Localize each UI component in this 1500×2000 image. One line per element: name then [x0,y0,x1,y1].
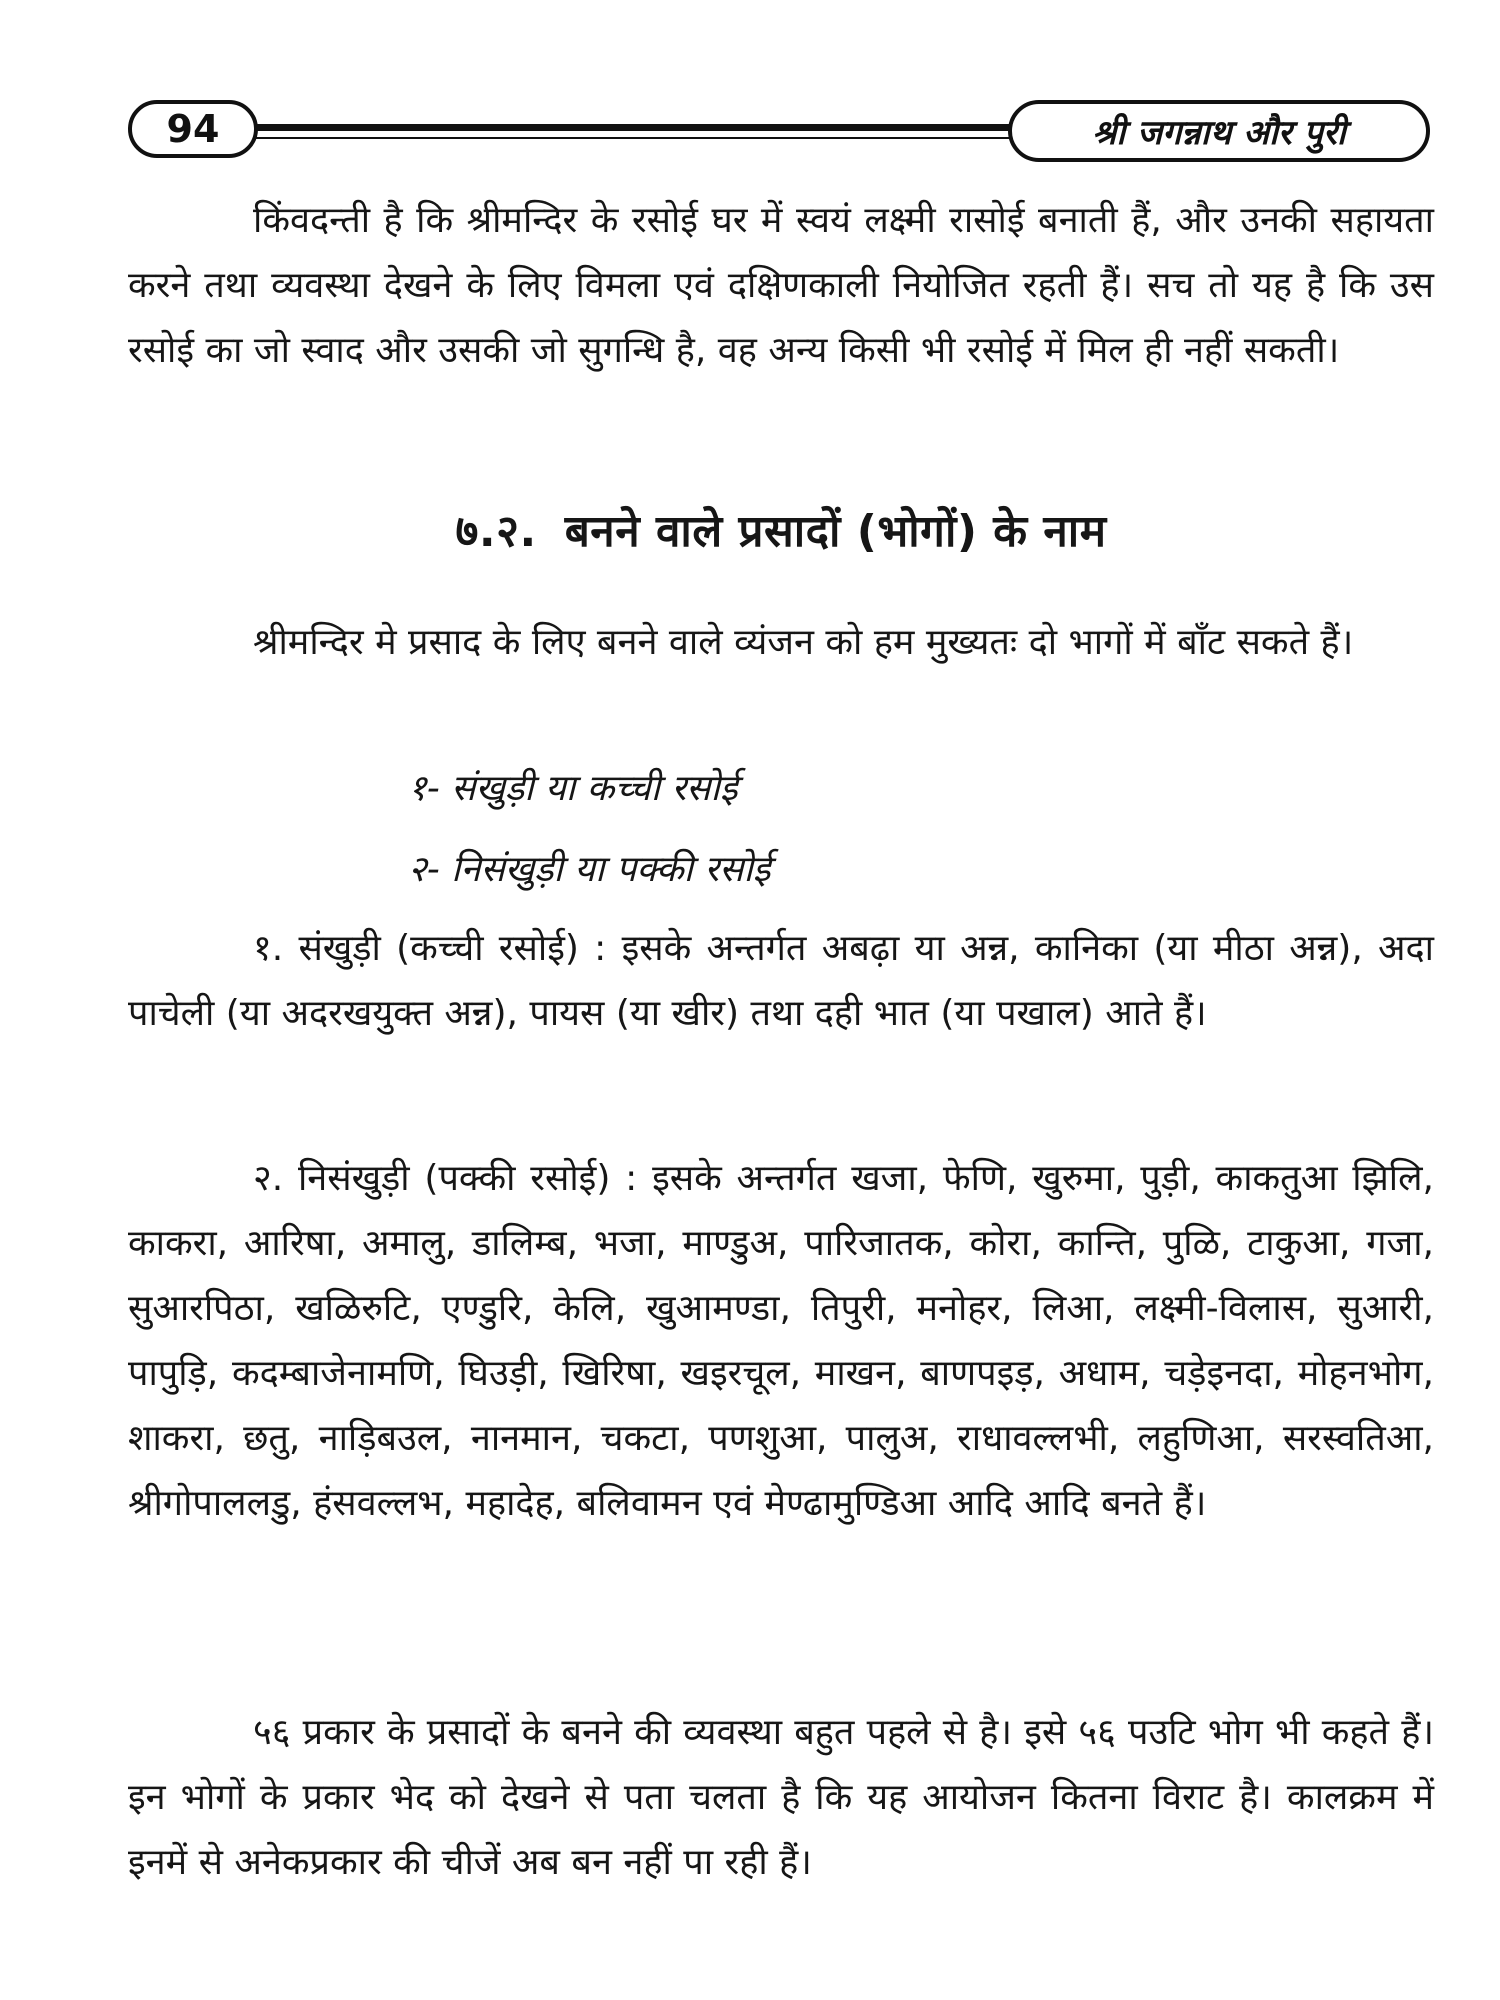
header-rule-thin [256,137,1012,139]
header-rule [256,124,1012,131]
paragraph-intro: किंवदन्ती है कि श्रीमन्दिर के रसोई घर में स्वयं लक्ष्मी रासोई बनाती हैं, और उनकी सहायता करने तथा व्यवस्था देखने के लिए विमला एवं दक्षिणकाली नियोजित रहती हैं। सच तो यह है कि उस रसोई का जो स्वाद और उसकी जो सुगन्धि है, वह अन्य किसी भी रसोई में मिल ही नहीं सकती। [128,200,1434,371]
section-title: बनने वाले प्रसादों (भोगों) के नाम [564,506,1107,557]
paragraph-sankhudi: १. संखुड़ी (कच्ची रसोई) : इसके अन्तर्गत अबढ़ा या अन्न, कानिका (या मीठा अन्न), अदा पाचेली (या अदरखयुक्त अन्न), पायस (या खीर) तथा दही भात (या पखाल) आते हैं। [128,928,1434,1034]
paragraph-types: श्रीमन्दिर मे प्रसाद के लिए बनने वाले व्यंजन को हम मुख्यतः दो भागों में बाँट सकते हैं। [253,622,1354,663]
page-number: 94 [128,100,258,158]
list-item-nisankhudi: २- निसंखुड़ी या पक्की रसोई [408,849,771,890]
list-item-sankhudi: १- संखुड़ी या कच्ची रसोई [408,768,738,809]
section-heading [128,500,1434,564]
book-title: श्री जगन्नाथ और पुरी [1008,100,1430,162]
paragraph-56-bhog: ५६ प्रकार के प्रसादों के बनने की व्यवस्था बहुत पहले से है। इसे ५६ पउटि भोग भी कहते हैं। इन भोगों के प्रकार भेद को देखने से पता चलता है कि यह आयोजन कितना विराट है। कालक्रम में इनमें से अनेकप्रकार की चीजें अब बन नहीं पा रही हैं। [128,1712,1434,1883]
section-number: ७.२. [455,506,537,557]
paragraph-nisankhudi: २. निसंखुड़ी (पक्की रसोई) : इसके अन्तर्गत खजा, फेणि, खुरुमा, पुड़ी, काकतुआ झिलि, काकरा, आरिषा, अमालु, डालिम्ब, भजा, माण्डुअ, पारिजातक, कोरा, कान्ति, पुळि, टाकुआ, गजा, सुआरपिठा, खळिरुटि, एण्डुरि, केलि, खुआमण्डा, तिपुरी, मनोहर, लिआ, लक्ष्मी-विलास, सुआरी, पापुड़ि, कदम्बाजेनामणि, घिउड़ी, खिरिषा, खइरचूल, माखन, बाणपइड़, अधाम, चड़ेइनदा, मोहनभोग, शाकरा, छतु, नाड़िबउल, नानमान, चकटा, पणशुआ, पालुअ, राधावल्लभी, लहुणिआ, सरस्वतिआ, श्रीगोपाललडु, हंसवल्लभ, महादेह, बलिवामन एवं मेण्ढामुण्डिआ आदि आदि बनते हैं। [128,1158,1434,1524]
